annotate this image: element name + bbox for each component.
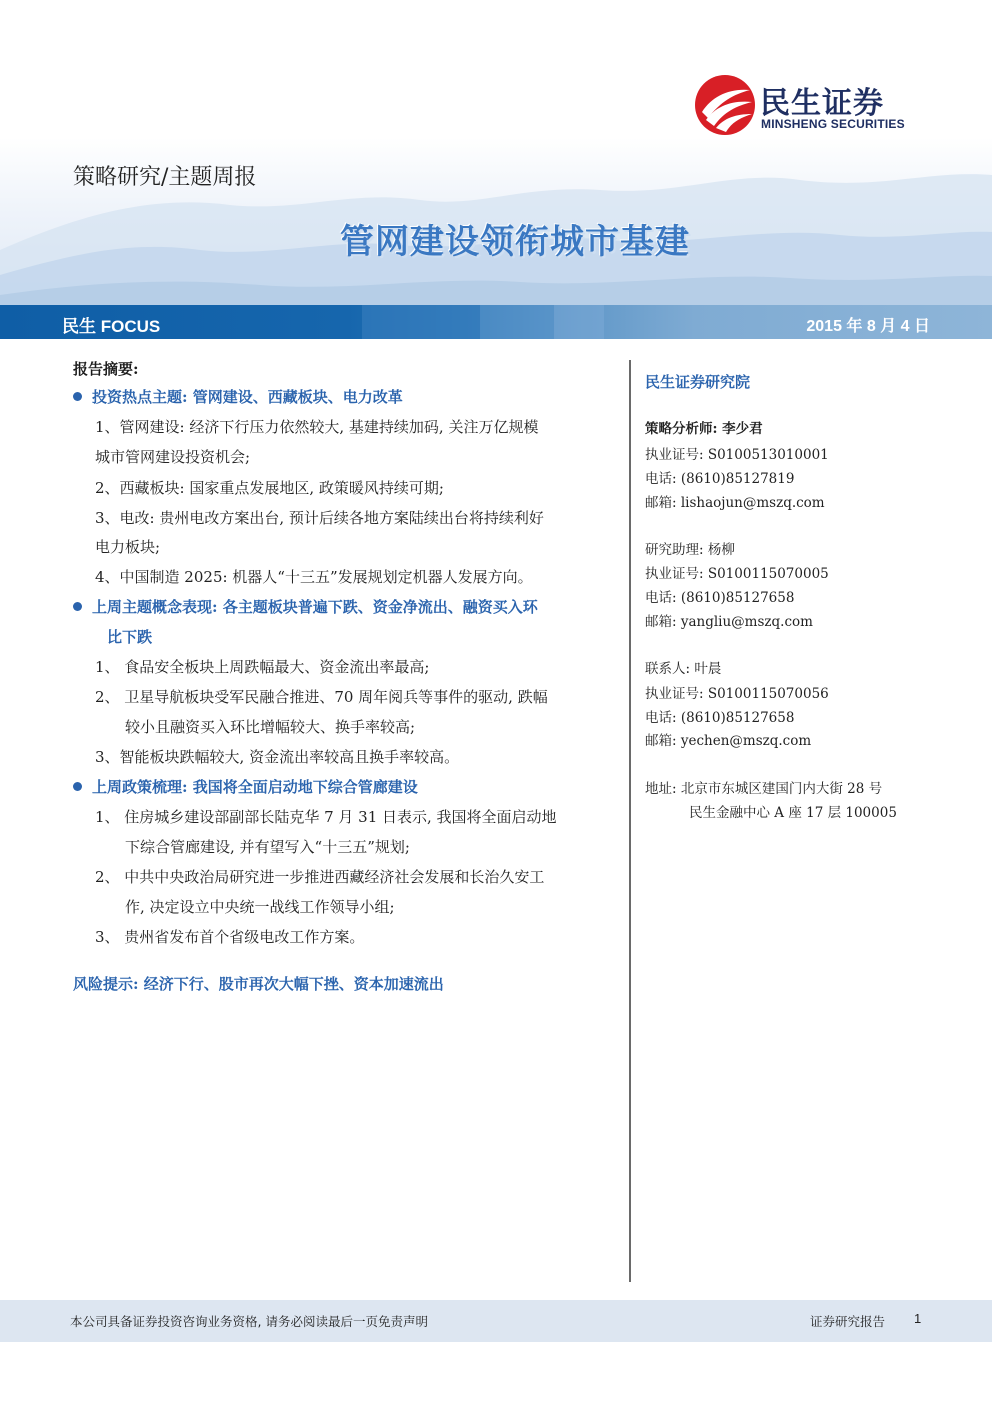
body-line: 3、智能板块跌幅较大, 资金流出率较高且换手率较高。 bbox=[95, 748, 460, 766]
body-line: 2、 中共中央政治局研究进一步推进西藏经济社会发展和长治久安工 bbox=[95, 868, 545, 886]
bullet-icon bbox=[73, 602, 82, 611]
analyst-email[interactable]: 邮箱: lishaojun@mszq.com bbox=[645, 495, 825, 511]
report-title: 管网建设领衔城市基建 bbox=[340, 222, 690, 262]
band-segment bbox=[362, 305, 480, 339]
section-title-text: 上周主题概念表现: 各主题板块普遍下跌、资金净流出、融资买入环 bbox=[92, 598, 538, 616]
analyst-name bbox=[645, 417, 763, 437]
section-title-continuation: 比下跌 bbox=[107, 628, 153, 646]
bullet-icon bbox=[73, 392, 82, 401]
band-focus-label: 民生 FOCUS bbox=[62, 317, 161, 336]
body-line: 4、中国制造 2025: 机器人“十三五”发展规划定机器人发展方向。 bbox=[95, 568, 533, 586]
body-line: 2、 卫星导航板块受军民融合推进、70 周年阅兵等事件的驱动, 跌幅 bbox=[95, 688, 548, 706]
address-line-1: 地址: 北京市东城区建国门内大街 28 号 bbox=[645, 781, 883, 797]
focus-band bbox=[0, 305, 992, 339]
body-line: 城市管网建设投资机会; bbox=[95, 448, 251, 466]
section-performance-title bbox=[73, 596, 538, 617]
body-line: 3、电改: 贵州电改方案出台, 预计后续各地方案陆续出台将持续利好 bbox=[95, 509, 544, 527]
assistant-email[interactable]: 邮箱: yangliu@mszq.com bbox=[645, 614, 813, 630]
brand-logo bbox=[694, 74, 934, 140]
abstract-title: 报告摘要: bbox=[73, 360, 139, 378]
band-segment bbox=[480, 305, 554, 339]
report-series: 策略研究/主题周报 bbox=[73, 165, 257, 190]
section-title-text: 上周政策梳理: 我国将全面启动地下综合管廊建设 bbox=[92, 778, 418, 796]
analyst-label: 策略分析师: 李少君 bbox=[645, 421, 763, 437]
contact-name: 联系人: 叶晨 bbox=[645, 661, 722, 677]
body-line: 3、 贵州省发布首个省级电改工作方案。 bbox=[95, 928, 365, 946]
band-segment bbox=[554, 305, 604, 339]
body-line: 较小且融资买入环比增幅较大、换手率较高; bbox=[125, 718, 416, 736]
contact-email[interactable]: 邮箱: yechen@mszq.com bbox=[645, 733, 812, 749]
contact-cert: 执业证号: S0100115070056 bbox=[645, 686, 829, 702]
column-divider bbox=[629, 360, 631, 1282]
contact-tel: 电话: (8610)85127658 bbox=[645, 710, 795, 726]
assistant-name: 研究助理: 杨柳 bbox=[645, 542, 735, 558]
body-line: 1、管网建设: 经济下行压力依然较大, 基建持续加码, 关注万亿规模 bbox=[95, 418, 539, 436]
logo-name-en: MINSHENG SECURITIES bbox=[761, 117, 905, 131]
footer-disclaimer: 本公司具备证券投资咨询业务资格, 请务必阅读最后一页免责声明 bbox=[70, 1314, 428, 1329]
footer-page-number: 1 bbox=[914, 1311, 922, 1326]
page-footer bbox=[0, 1300, 992, 1342]
section-title-text: 投资热点主题: 管网建设、西藏板块、电力改革 bbox=[92, 388, 403, 406]
assistant-tel: 电话: (8610)85127658 bbox=[645, 590, 795, 606]
body-line: 1、 食品安全板块上周跌幅最大、资金流出率最高; bbox=[95, 658, 430, 676]
bullet-icon bbox=[73, 782, 82, 791]
assistant-cert: 执业证号: S0100115070005 bbox=[645, 566, 829, 582]
body-line: 2、西藏板块: 国家重点发展地区, 政策暖风持续可期; bbox=[95, 479, 444, 497]
logo-name-cn: 民生证券 bbox=[760, 86, 884, 121]
body-line: 电力板块; bbox=[95, 538, 161, 556]
analyst-cert: 执业证号: S0100513010001 bbox=[645, 447, 829, 463]
minsheng-logo-icon bbox=[694, 74, 756, 136]
address-line-2: 民生金融中心 A 座 17 层 100005 bbox=[689, 805, 897, 821]
section-policy-title bbox=[73, 776, 418, 797]
body-line: 1、 住房城乡建设部副部长陆克华 7 月 31 日表示, 我国将全面启动地 bbox=[95, 808, 557, 826]
analyst-tel: 电话: (8610)85127819 bbox=[645, 471, 795, 487]
section-hot-topics-title bbox=[73, 386, 403, 407]
risk-warning: 风险提示: 经济下行、股市再次大幅下挫、资本加速流出 bbox=[73, 975, 444, 993]
body-line: 下综合管廊建设, 并有望写入“十三五”规划; bbox=[125, 838, 410, 856]
band-date: 2015 年 8 月 4 日 bbox=[806, 318, 930, 335]
footer-report-type: 证券研究报告 bbox=[810, 1314, 886, 1329]
research-institute-name: 民生证券研究院 bbox=[645, 373, 751, 391]
body-line: 作, 决定设立中央统一战线工作领导小组; bbox=[125, 898, 395, 916]
